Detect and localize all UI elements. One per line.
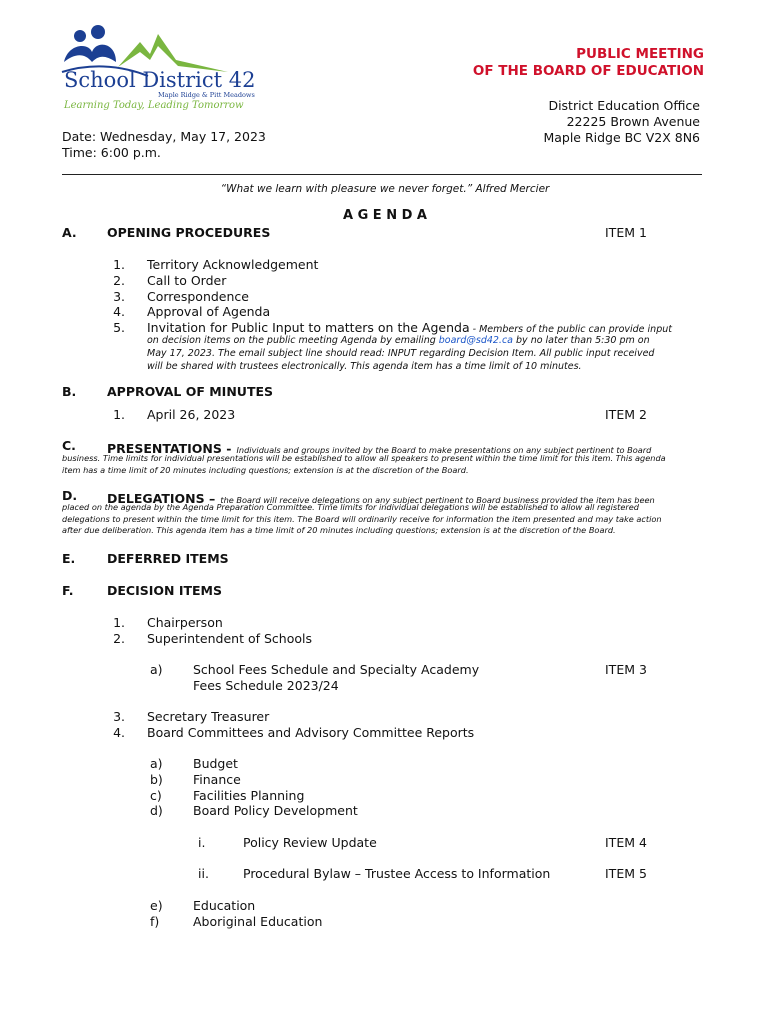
list-number: a) — [150, 756, 163, 771]
agenda-title — [0, 208, 770, 223]
list-item: Fees Schedule 2023/24 — [193, 677, 339, 693]
agenda-title-text: A G E N D A — [343, 208, 427, 223]
section-f-list-2 — [147, 709, 474, 741]
note-text: on decision items on the public meeting Agenda by emailing — [147, 335, 439, 346]
committee-list — [193, 756, 358, 819]
list-number: 1. — [113, 407, 125, 422]
meeting-date: Date: Wednesday, May 17, 2023 — [62, 129, 266, 144]
section-f-title: DECISION ITEMS — [107, 583, 222, 598]
list-number: 2. — [113, 272, 125, 288]
list-item: School Fees Schedule and Specialty Academy — [193, 662, 480, 677]
list-number: f) — [150, 913, 160, 929]
list-number: 4. — [113, 724, 125, 740]
section-e-letter: E. — [62, 551, 76, 566]
meeting-datetime — [62, 129, 266, 161]
list-item: Chairperson — [147, 615, 223, 630]
list-number: 3. — [113, 709, 125, 724]
list-number: e) — [150, 898, 163, 913]
list-number: a) — [150, 662, 163, 677]
list-number: ii. — [198, 866, 209, 881]
note-text: May 17, 2023. The email subject line should read: INPUT regarding Decision Item. All public input received — [147, 348, 655, 359]
list-item: Board Committees and Advisory Committee Reports — [147, 724, 475, 740]
section-f-numbers-1 — [105, 615, 125, 647]
section-a-title: OPENING PROCEDURES — [107, 225, 271, 240]
item-5-ref: ITEM 5 — [605, 866, 647, 881]
list-number: 1. — [113, 257, 125, 272]
note-text: after due deliberation. This agenda item has a time limit of 20 minutes including questions; extension is at the discretion of the Board. — [62, 525, 616, 535]
section-c-title: PRESENTATIONS - — [107, 441, 232, 456]
meeting-title-line1: PUBLIC MEETING — [576, 46, 704, 62]
meeting-title — [473, 46, 704, 80]
list-number: 3. — [113, 288, 125, 304]
section-f-numbers-2 — [105, 709, 125, 741]
section-d-note-body — [62, 502, 662, 537]
section-d-note: the Board will receive delegations on any subject pertinent to Board business provided the item has been — [220, 495, 655, 505]
section-c-note: Individuals and groups invited by the Board to make presentations on any subject pertinent to Board — [236, 445, 652, 455]
section-b-letter: B. — [62, 384, 77, 399]
section-f-list-1 — [147, 615, 312, 647]
list-item: Correspondence — [147, 288, 249, 304]
section-a-list — [147, 257, 672, 336]
policy-review-item: Policy Review Update — [243, 835, 377, 850]
public-input-title: Invitation for Public Input to matters on the Agenda — [147, 320, 470, 336]
list-number: d) — [150, 803, 163, 819]
list-item: Budget — [193, 756, 238, 771]
header-divider — [62, 174, 702, 175]
meeting-time: Time: 6:00 p.m. — [62, 145, 161, 160]
section-a-item-ref: ITEM 1 — [605, 225, 647, 240]
item-3-ref: ITEM 3 — [605, 662, 647, 677]
logo-name: School District 42 — [64, 68, 256, 92]
item-4-ref: ITEM 4 — [605, 835, 647, 850]
public-input-note: - Members of the public can provide input — [469, 324, 672, 336]
public-input-details — [147, 334, 654, 373]
list-item: Education — [193, 898, 256, 913]
list-number: i. — [198, 835, 206, 850]
section-a-numbers — [105, 257, 125, 336]
quote: “What we learn with pleasure we never forget.” Alfred Mercier — [220, 183, 550, 195]
section-c-note-body — [62, 453, 666, 476]
procedural-bylaw-item: Procedural Bylaw – Trustee Access to Information — [243, 866, 551, 881]
note-text: item has a time limit of 20 minutes including questions; extension is at the discretion of the Board. — [62, 464, 469, 475]
list-item: Call to Order — [147, 272, 227, 288]
board-email-link[interactable]: board@sd42.ca — [438, 335, 513, 346]
list-number: 2. — [113, 630, 125, 646]
list-number: b) — [150, 771, 163, 787]
list-number: 4. — [113, 304, 125, 320]
section-d-title: DELEGATIONS – — [107, 491, 216, 506]
section-a-letter: A. — [62, 225, 77, 240]
address-line1: District Education Office — [548, 98, 700, 113]
note-text: business. Time limits for individual presentations will be established to allow all speakers to present within the time limit for this item. This agenda — [62, 453, 666, 463]
note-text: delegations to present within the time limit for this item. The Board will ordinarily receive for information the item presented and may take action — [62, 513, 662, 524]
list-number: 1. — [113, 615, 125, 630]
logo-subtitle: Maple Ridge & Pitt Meadows — [158, 91, 255, 99]
address-line3: Maple Ridge BC V2X 8N6 — [543, 130, 700, 145]
district-logo — [58, 22, 256, 114]
meeting-title-line2: OF THE BOARD OF EDUCATION — [472, 63, 704, 79]
committee-letters — [150, 756, 163, 819]
note-text: will be shared with trustees electronically. This agenda item has a time limit of 10 minutes. — [147, 361, 582, 372]
list-number: c) — [150, 787, 162, 803]
section-c-letter: C. — [62, 438, 76, 453]
list-item: Territory Acknowledgement — [147, 257, 319, 272]
section-b-title: APPROVAL OF MINUTES — [107, 384, 274, 399]
list-item: Aboriginal Education — [193, 913, 323, 929]
note-text: by no later than 5:30 pm on — [513, 335, 650, 346]
logo-tagline: Learning Today, Leading Tomorrow — [64, 100, 244, 111]
minutes-date: April 26, 2023 — [147, 407, 236, 422]
committee-letters-2 — [150, 898, 163, 930]
list-item: Approval of Agenda — [147, 304, 271, 320]
section-f-letter: F. — [62, 583, 74, 598]
committee-list-2 — [193, 898, 322, 930]
section-e-title: DEFERRED ITEMS — [107, 551, 229, 566]
note-text: placed on the agenda by the Agenda Preparation Committee. Time limits for individual delegations will be established to allow all registered — [62, 502, 639, 512]
list-item: Board Policy Development — [193, 803, 358, 819]
address-block — [543, 98, 700, 146]
address-line2: 22225 Brown Avenue — [566, 114, 700, 129]
list-item: Secretary Treasurer — [147, 709, 270, 724]
fees-schedule-item — [193, 662, 479, 694]
list-number: 5. — [113, 320, 125, 336]
list-item: Facilities Planning — [193, 787, 305, 803]
list-item: Finance — [193, 771, 241, 787]
section-d-letter: D. — [62, 488, 78, 503]
section-b-item-ref: ITEM 2 — [605, 407, 647, 422]
list-item: Superintendent of Schools — [147, 630, 312, 646]
